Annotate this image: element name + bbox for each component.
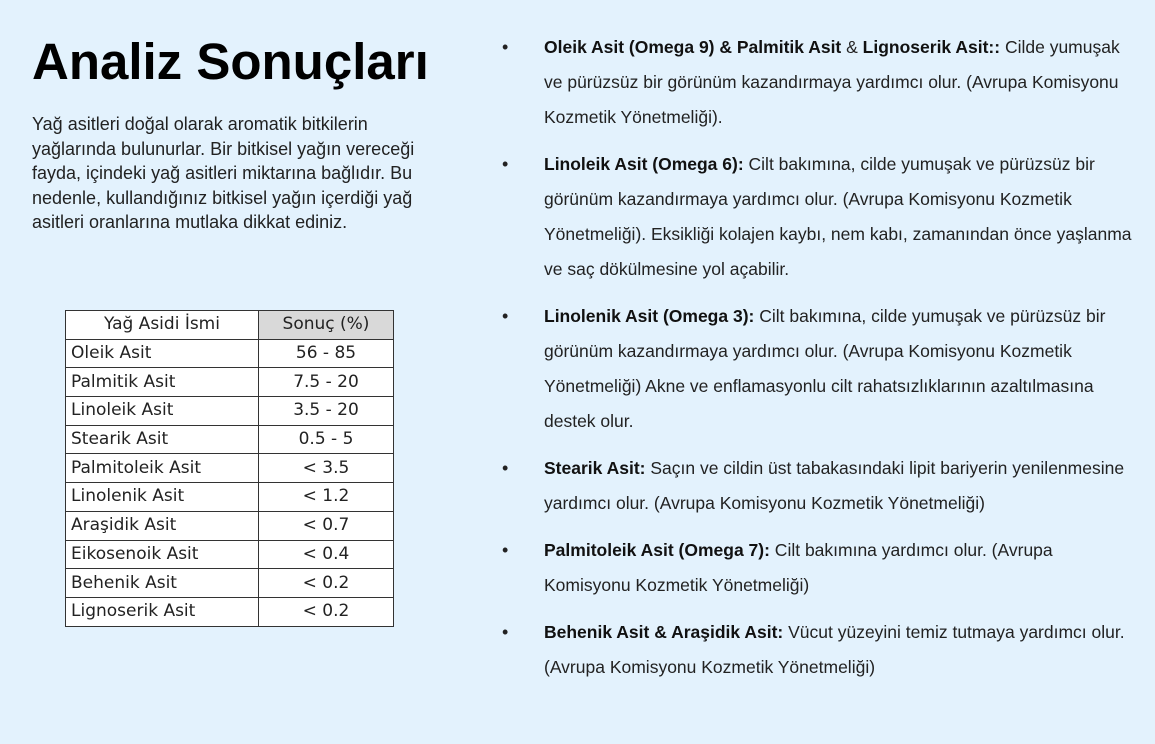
table-row: [66, 597, 394, 626]
benefit-heading: Lignoserik Asit::: [862, 37, 1001, 57]
acid-result-cell: 3.5 - 20: [259, 397, 394, 426]
acid-result-cell: < 3.5: [259, 454, 394, 483]
acid-result-cell: < 0.2: [259, 597, 394, 626]
intro-paragraph: Yağ asitleri doğal olarak aromatik bitkilerin yağlarında bulunurlar. Bir bitkisel yağın vereceği fayda, içindeki yağ asitleri miktarına bağlıdır. Bu nedenle, kullandığınız bitkisel yağın içerdiği yağ asitleri oranlarına mutlaka dikkat ediniz.: [32, 114, 415, 232]
benefit-heading: Behenik Asit & Araşidik Asit:: [544, 622, 784, 642]
left-column: [32, 32, 452, 253]
acid-name-cell: Palmitoleik Asit: [66, 454, 259, 483]
acid-result-cell: < 1.2: [259, 483, 394, 512]
acid-name-cell: Linoleik Asit: [66, 397, 259, 426]
acid-name-cell: Lignoserik Asit: [66, 597, 259, 626]
table-body: [66, 339, 394, 626]
bullet-icon: •: [502, 37, 509, 57]
table-row: [66, 540, 394, 569]
table-row: [66, 368, 394, 397]
acid-result-cell: < 0.2: [259, 569, 394, 598]
benefit-heading: Palmitoleik Asit (Omega 7):: [544, 540, 770, 560]
column-header-name: Yağ Asidi İsmi: [66, 311, 259, 340]
bullet-icon: •: [502, 458, 509, 478]
benefit-text: Cilt bakımına, cilde yumuşak ve pürüzsüz bir görünüm kazandırmaya yardımcı olur. (Avrupa Komisyonu Kozmetik Yönetmeliği). Eksikliği kolajen kaybı, nem kabı, zamanından önce yaşlanma ve saç dökülmesine yol açabilir.: [544, 154, 1132, 279]
acid-result-cell: < 0.4: [259, 540, 394, 569]
benefit-text: Vücut yüzeyini temiz tutmaya yardımcı olur. (Avrupa Komisyonu Kozmetik Yönetmeliği): [544, 622, 1125, 677]
bullet-icon: •: [502, 540, 509, 560]
bullet-icon: •: [502, 306, 509, 326]
table-row: [66, 397, 394, 426]
benefit-item: [500, 299, 1140, 439]
benefits-list: [500, 30, 1140, 685]
acid-name-cell: Eikosenoik Asit: [66, 540, 259, 569]
right-column: [500, 30, 1140, 697]
benefit-item: [500, 451, 1140, 521]
acid-name-cell: Behenik Asit: [66, 569, 259, 598]
acid-result-cell: 0.5 - 5: [259, 425, 394, 454]
benefit-heading: Linoleik Asit (Omega 6):: [544, 154, 744, 174]
table-row: [66, 339, 394, 368]
benefit-item: [500, 615, 1140, 685]
benefit-item: [500, 30, 1140, 135]
benefit-heading: Linolenik Asit (Omega 3):: [544, 306, 755, 326]
benefit-text: Cilde yumuşak ve pürüzsüz bir görünüm kazandırmaya yardımcı olur. (Avrupa Komisyonu Kozmetik Yönetmeliği).: [544, 37, 1120, 127]
table-header-row: [66, 311, 394, 340]
bullet-icon: •: [502, 622, 509, 642]
benefit-text: Cilt bakımına yardımcı olur. (Avrupa Komisyonu Kozmetik Yönetmeliği): [544, 540, 1053, 595]
column-header-result: Sonuç (%): [259, 311, 394, 340]
acid-result-cell: 7.5 - 20: [259, 368, 394, 397]
benefit-text: Cilt bakımına, cilde yumuşak ve pürüzsüz bir görünüm kazandırmaya yardımcı olur. (Avrupa Komisyonu Kozmetik Yönetmeliği) Akne ve enflamasyonlu cilt rahatsızlıklarının azaltılmasına destek olur.: [544, 306, 1106, 431]
acid-name-cell: Oleik Asit: [66, 339, 259, 368]
table-row: [66, 483, 394, 512]
table-row: [66, 425, 394, 454]
page-title: Analiz Sonuçları: [32, 33, 429, 90]
table-row: [66, 511, 394, 540]
acid-result-cell: 56 - 85: [259, 339, 394, 368]
benefit-heading: Oleik Asit (Omega 9) & Palmitik Asit: [544, 37, 842, 57]
benefit-heading: Stearik Asit:: [544, 458, 646, 478]
acid-name-cell: Araşidik Asit: [66, 511, 259, 540]
benefit-text: Saçın ve cildin üst tabakasındaki lipit bariyerin yenilenmesine yardımcı olur. (Avrupa Komisyonu Kozmetik Yönetmeliği): [544, 458, 1125, 513]
table-row: [66, 569, 394, 598]
acid-name-cell: Linolenik Asit: [66, 483, 259, 512]
acid-name-cell: Palmitik Asit: [66, 368, 259, 397]
table-row: [66, 454, 394, 483]
acid-result-cell: < 0.7: [259, 511, 394, 540]
benefit-item: [500, 147, 1140, 287]
bullet-icon: •: [502, 154, 509, 174]
fatty-acid-table: [65, 310, 394, 627]
benefit-text: &: [841, 37, 863, 57]
benefit-item: [500, 533, 1140, 603]
acid-name-cell: Stearik Asit: [66, 425, 259, 454]
